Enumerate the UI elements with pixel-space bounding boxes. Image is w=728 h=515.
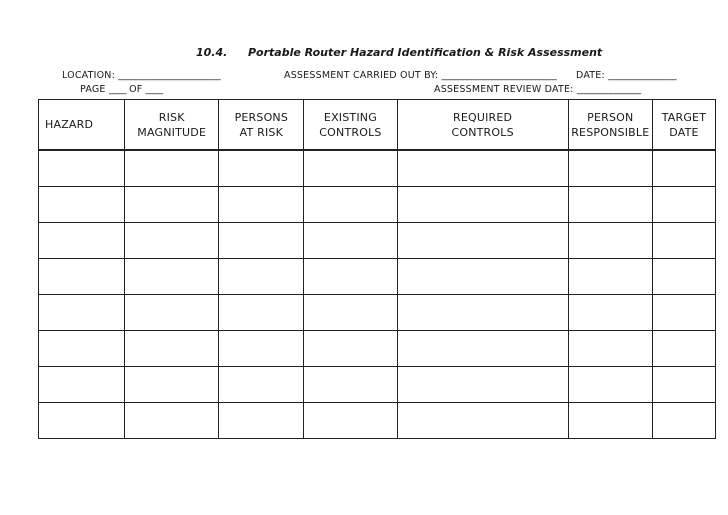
review-field[interactable]: _______________	[576, 84, 641, 95]
cell-person-responsible[interactable]	[568, 187, 652, 223]
form-title	[196, 46, 602, 59]
cell-required-controls[interactable]	[397, 150, 568, 187]
review-label: ASSESSMENT REVIEW DATE:	[434, 84, 574, 95]
cell-required-controls[interactable]	[397, 367, 568, 403]
cell-hazard[interactable]	[39, 259, 125, 295]
header-target-date: TARGET DATE	[652, 100, 715, 151]
header-existing-controls: EXISTING CONTROLS	[304, 100, 397, 151]
cell-person-responsible[interactable]	[568, 223, 652, 259]
cell-risk-magnitude[interactable]	[125, 259, 219, 295]
cell-person-responsible[interactable]	[568, 367, 652, 403]
table-row	[39, 259, 716, 295]
form-title-text: Portable Router Hazard Identification & Risk Assessment	[248, 46, 603, 59]
cell-existing-controls[interactable]	[304, 403, 397, 439]
cell-target-date[interactable]	[652, 295, 715, 331]
cell-target-date[interactable]	[652, 403, 715, 439]
cell-persons-at-risk[interactable]	[219, 187, 304, 223]
cell-persons-at-risk[interactable]	[219, 367, 304, 403]
review-line	[434, 84, 641, 95]
assessment-field[interactable]: ___________________________	[441, 70, 557, 81]
table-row	[39, 367, 716, 403]
cell-required-controls[interactable]	[397, 331, 568, 367]
cell-person-responsible[interactable]	[568, 150, 652, 187]
date-field[interactable]: ________________	[608, 70, 677, 81]
cell-persons-at-risk[interactable]	[219, 223, 304, 259]
section-number: 10.4.	[196, 46, 228, 59]
cell-persons-at-risk[interactable]	[219, 331, 304, 367]
cell-required-controls[interactable]	[397, 403, 568, 439]
cell-person-responsible[interactable]	[568, 259, 652, 295]
date-line	[576, 70, 676, 81]
cell-risk-magnitude[interactable]	[125, 295, 219, 331]
cell-target-date[interactable]	[652, 223, 715, 259]
cell-hazard[interactable]	[39, 187, 125, 223]
cell-risk-magnitude[interactable]	[125, 367, 219, 403]
location-line	[62, 70, 220, 81]
cell-required-controls[interactable]	[397, 223, 568, 259]
cell-existing-controls[interactable]	[304, 295, 397, 331]
header-risk-magnitude: RISK MAGNITUDE	[125, 100, 219, 151]
cell-risk-magnitude[interactable]	[125, 223, 219, 259]
cell-existing-controls[interactable]	[304, 331, 397, 367]
cell-hazard[interactable]	[39, 295, 125, 331]
cell-person-responsible[interactable]	[568, 295, 652, 331]
cell-risk-magnitude[interactable]	[125, 187, 219, 223]
cell-persons-at-risk[interactable]	[219, 295, 304, 331]
cell-target-date[interactable]	[652, 150, 715, 187]
header-hazard: HAZARD	[39, 100, 125, 151]
cell-persons-at-risk[interactable]	[219, 150, 304, 187]
cell-target-date[interactable]	[652, 259, 715, 295]
cell-required-controls[interactable]	[397, 187, 568, 223]
cell-person-responsible[interactable]	[568, 331, 652, 367]
cell-required-controls[interactable]	[397, 295, 568, 331]
cell-risk-magnitude[interactable]	[125, 150, 219, 187]
page-line	[80, 84, 163, 95]
assessment-label: ASSESSMENT CARRIED OUT BY:	[284, 70, 439, 81]
cell-hazard[interactable]	[39, 223, 125, 259]
cell-target-date[interactable]	[652, 367, 715, 403]
cell-target-date[interactable]	[652, 187, 715, 223]
cell-target-date[interactable]	[652, 331, 715, 367]
cell-existing-controls[interactable]	[304, 187, 397, 223]
header-persons-at-risk: PERSONS AT RISK	[219, 100, 304, 151]
table-row	[39, 403, 716, 439]
cell-risk-magnitude[interactable]	[125, 331, 219, 367]
cell-hazard[interactable]	[39, 150, 125, 187]
cell-persons-at-risk[interactable]	[219, 259, 304, 295]
cell-risk-magnitude[interactable]	[125, 403, 219, 439]
cell-persons-at-risk[interactable]	[219, 403, 304, 439]
cell-existing-controls[interactable]	[304, 223, 397, 259]
page-field[interactable]: ____	[108, 84, 126, 95]
cell-hazard[interactable]	[39, 403, 125, 439]
table-header-row	[39, 100, 716, 151]
cell-existing-controls[interactable]	[304, 367, 397, 403]
cell-hazard[interactable]	[39, 331, 125, 367]
cell-existing-controls[interactable]	[304, 150, 397, 187]
table-row	[39, 150, 716, 187]
assessment-line	[284, 70, 556, 81]
header-required-controls: REQUIRED CONTROLS	[397, 100, 568, 151]
of-field[interactable]: ____	[145, 84, 163, 95]
cell-existing-controls[interactable]	[304, 259, 397, 295]
header-person-responsible: PERSON RESPONSIBLE	[568, 100, 652, 151]
risk-assessment-table	[38, 99, 716, 439]
table-row	[39, 331, 716, 367]
of-label: OF	[129, 84, 143, 95]
location-field[interactable]: ________________________	[118, 70, 221, 81]
table-row	[39, 223, 716, 259]
cell-hazard[interactable]	[39, 367, 125, 403]
cell-person-responsible[interactable]	[568, 403, 652, 439]
cell-required-controls[interactable]	[397, 259, 568, 295]
table-row	[39, 187, 716, 223]
date-label: DATE:	[576, 70, 605, 81]
page-label: PAGE	[80, 84, 106, 95]
location-label: LOCATION:	[62, 70, 116, 81]
table-row	[39, 295, 716, 331]
